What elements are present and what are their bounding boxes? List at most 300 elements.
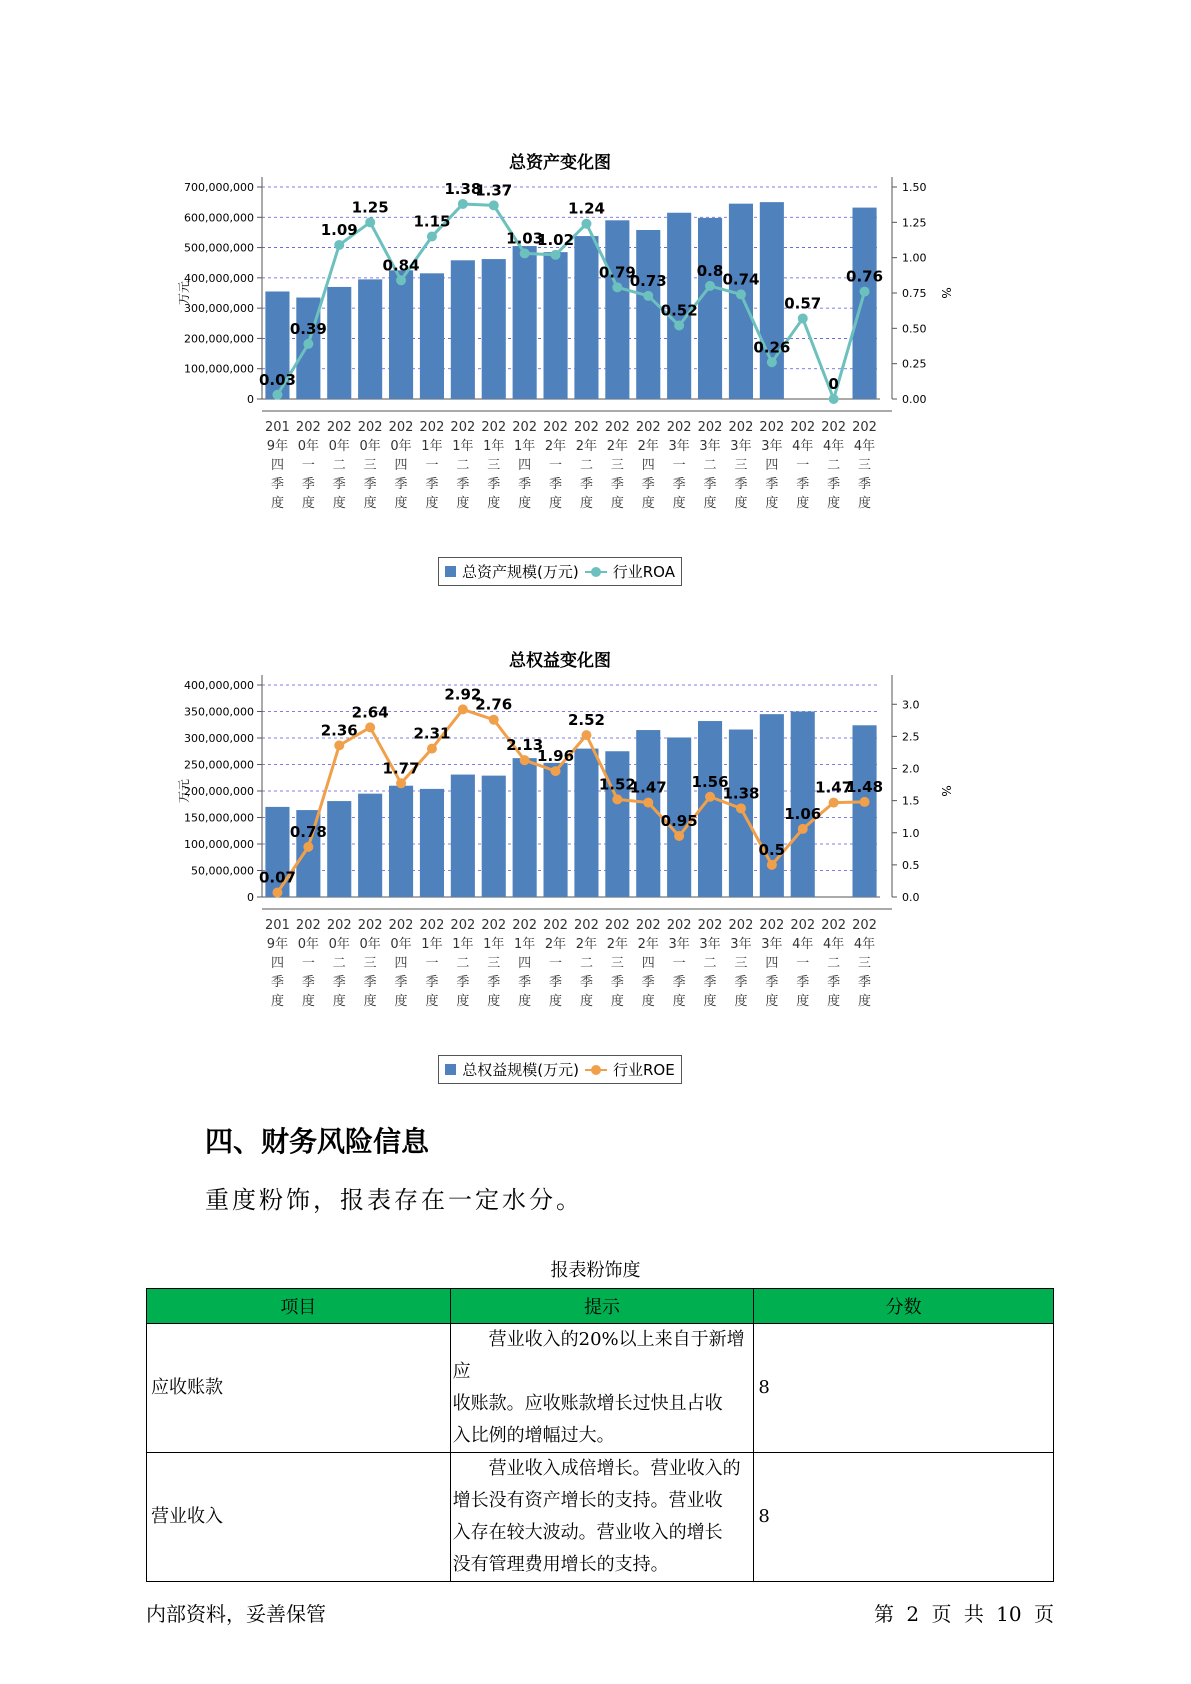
x-tick-label: 度 [518,496,532,511]
x-tick-label: 9年 [266,937,289,952]
x-tick-label: 季 [858,975,872,990]
x-tick-label: 度 [332,994,346,1009]
x-tick-label: 二 [456,458,470,473]
x-tick-label: 一 [549,458,563,473]
y-tick-label: 200,000,000 [184,332,254,346]
x-tick-label: 三 [858,956,872,971]
row-hint [450,1453,754,1582]
hint-line: 入存在较大波动。营业收入的增长 [452,1522,723,1543]
x-tick-label: 度 [641,994,655,1009]
x-tick-label: 度 [549,994,563,1009]
bar [513,758,537,897]
data-label: 0.84 [382,256,420,275]
x-tick-label: 四 [394,956,408,971]
bar [389,786,413,897]
x-tick-label: 度 [301,994,315,1009]
data-label: 1.52 [598,775,636,794]
data-label: 2.52 [567,711,605,730]
y2-axis-label: % [939,785,953,797]
x-tick-label: 3年 [730,937,752,952]
x-tick-label: 季 [579,477,593,492]
chart-legend [438,1055,681,1084]
header-hint: 提示 [450,1289,754,1324]
line-point [272,390,282,400]
x-tick-label: 2年 [637,937,659,952]
x-tick-label: 季 [456,975,470,990]
x-tick-label: 一 [301,956,315,971]
x-tick-label: 四 [641,956,655,971]
x-tick-label: 度 [858,994,872,1009]
x-tick-label: 度 [301,496,315,511]
data-label: 1.09 [320,220,358,239]
chart-title: 总资产变化图 [509,153,611,173]
y-tick-label: 100,000,000 [184,838,254,851]
data-label: 2.13 [506,736,544,755]
x-tick-label: 3年 [761,439,783,454]
line-point [581,730,591,740]
x-tick-label: 202 [697,918,723,933]
line-point [458,704,468,714]
bar [605,751,629,897]
table-header-row [147,1289,1054,1324]
x-tick-label: 季 [765,975,779,990]
line-point [643,798,653,808]
x-tick-label: 度 [579,994,593,1009]
x-tick-label: 季 [487,975,501,990]
data-label: 1.24 [567,199,605,218]
y2-tick-label: 1.25 [902,216,927,230]
x-tick-label: 0年 [359,439,381,454]
data-label: 1.47 [815,778,853,797]
x-tick-label: 9年 [266,439,289,454]
line-point [303,339,313,349]
bar [482,259,506,399]
x-tick-label: 3年 [761,937,783,952]
x-tick-label: 度 [425,994,439,1009]
hint-line: 没有管理费用增长的支持。 [452,1554,669,1575]
table-row [147,1453,1054,1582]
x-tick-label: 3年 [730,439,752,454]
x-tick-label: 度 [425,496,439,511]
x-tick-label: 202 [821,420,847,435]
line-point [272,888,282,898]
line-point [767,357,777,367]
x-tick-label: 度 [827,496,841,511]
line-point [365,722,375,732]
line-point [365,217,375,227]
x-tick-label: 度 [487,994,501,1009]
x-tick-label: 季 [332,975,346,990]
x-tick-label: 季 [703,477,717,492]
data-label: 2.31 [413,724,451,743]
x-tick-label: 度 [703,994,717,1009]
hint-line: 收账款。应收账款增长过快且占收 [452,1393,723,1414]
x-tick-label: 202 [574,420,599,435]
x-tick-label: 0年 [297,937,319,952]
y-tick-label: 300,000,000 [184,302,254,316]
line-point [551,250,561,260]
x-tick-label: 202 [450,420,476,435]
x-tick-label: 季 [672,975,686,990]
x-tick-label: 度 [270,994,284,1009]
x-tick-label: 202 [666,918,692,933]
line-point [798,824,808,834]
x-tick-label: 季 [518,477,532,492]
data-label: 1.38 [722,784,760,803]
row-item: 营业收入 [147,1453,451,1582]
data-label: 0.52 [660,301,698,320]
x-tick-label: 0年 [328,439,350,454]
table-caption: 报表粉饰度 [550,1260,641,1281]
x-tick-label: 度 [641,496,655,511]
legend-line-label: 行业ROA [612,563,675,581]
x-tick-label: 1年 [421,937,443,952]
x-tick-label: 2年 [575,937,598,952]
x-tick-label: 三 [858,458,872,473]
bar [358,794,382,897]
x-tick-label: 202 [512,918,538,933]
x-tick-label: 三 [363,956,377,971]
bar [327,287,351,399]
data-label: 0.8 [696,261,724,280]
x-tick-label: 季 [549,477,563,492]
line-point [829,798,839,808]
x-tick-label: 0年 [297,439,319,454]
x-tick-label: 202 [388,918,414,933]
x-tick-label: 一 [301,458,315,473]
y-tick-label: 0 [247,891,254,904]
data-label: 0.07 [258,868,296,887]
x-tick-label: 202 [388,420,414,435]
x-tick-label: 一 [796,956,810,971]
x-tick-label: 度 [765,994,779,1009]
data-label: 1.06 [784,804,822,823]
y-tick-label: 100,000,000 [184,362,254,376]
x-tick-label: 度 [796,994,810,1009]
data-label: 0.5 [758,840,786,859]
x-tick-label: 4年 [792,439,814,454]
x-tick-label: 四 [270,956,284,971]
data-label: 1.03 [506,229,544,248]
y-tick-label: 600,000,000 [184,211,254,225]
x-tick-label: 202 [604,420,630,435]
line-point [520,248,530,258]
x-tick-label: 季 [734,477,748,492]
y-tick-label: 250,000,000 [184,758,254,772]
line-point [520,755,530,765]
y-tick-label: 150,000,000 [184,811,254,825]
line-point [303,842,313,852]
x-tick-label: 202 [852,420,877,435]
risk-summary: 重度粉饰，报表存在一定水分。 [205,1186,583,1214]
x-tick-label: 三 [610,956,624,971]
x-tick-label: 三 [610,458,624,473]
x-tick-label: 202 [759,420,785,435]
line-point [427,231,437,241]
risk-table [146,1288,1054,1582]
x-tick-label: 二 [332,956,346,971]
line-point [860,287,870,297]
x-tick-label: 202 [574,918,599,933]
data-label: 2.36 [320,721,358,740]
line-point [581,219,591,229]
data-label: 0.03 [258,370,296,389]
x-tick-label: 度 [734,496,748,511]
bar [852,725,876,897]
section-heading: 四、财务风险信息 [205,1125,430,1158]
x-tick-label: 季 [858,477,872,492]
x-tick-label: 202 [666,420,692,435]
x-tick-label: 四 [765,458,779,473]
y2-axis-label: % [939,287,953,299]
line-point [705,281,715,291]
line-point [860,797,870,807]
y-axis-label: 万元 [177,280,191,306]
line-point [396,275,406,285]
y2-tick-label: 2.5 [902,730,920,744]
hint-line: 营业收入的20%以上来自于新增应 [452,1329,745,1382]
data-label: 0.76 [846,267,884,286]
total-equity-chart-svg [160,671,960,1051]
x-tick-label: 季 [672,477,686,492]
y-tick-label: 200,000,000 [184,785,254,798]
x-tick-label: 2年 [575,439,598,454]
x-tick-label: 一 [796,458,810,473]
x-tick-label: 二 [827,956,841,971]
x-tick-label: 202 [790,918,816,933]
line-point [767,860,777,870]
row-score: 8 [754,1324,1054,1453]
data-label: 1.48 [846,777,884,796]
x-tick-label: 度 [518,994,532,1009]
x-tick-label: 季 [425,975,439,990]
row-item: 应收账款 [147,1324,451,1453]
x-tick-label: 0年 [359,937,381,952]
data-label: 0.73 [629,271,667,290]
x-tick-label: 2年 [544,937,567,952]
x-tick-label: 度 [765,496,779,511]
total-equity-chart [160,646,960,1084]
x-tick-label: 四 [518,458,532,473]
x-tick-label: 度 [672,496,686,511]
x-tick-label: 季 [610,477,624,492]
x-tick-label: 202 [759,918,785,933]
x-tick-label: 季 [579,975,593,990]
y-tick-label: 0 [247,393,254,406]
x-tick-label: 三 [363,458,377,473]
x-tick-label: 1年 [452,439,474,454]
line-point [396,778,406,788]
bar-swatch-icon [445,1064,456,1075]
x-tick-label: 0年 [390,439,412,454]
y-tick-label: 400,000,000 [184,679,254,692]
legend-line-label: 行业ROE [613,1061,675,1079]
x-tick-label: 季 [765,477,779,492]
x-tick-label: 202 [419,420,445,435]
bar [543,763,567,897]
x-tick-label: 季 [641,477,655,492]
x-tick-label: 3年 [668,937,690,952]
data-label: 0.39 [289,319,327,338]
data-label: 0.57 [784,294,822,313]
x-tick-label: 202 [728,918,754,933]
data-label: 1.15 [413,212,451,231]
data-label: 0.74 [722,270,760,289]
line-point [612,794,622,804]
y2-tick-label: 1.0 [902,826,920,840]
table-row [147,1324,1054,1453]
x-tick-label: 季 [827,477,841,492]
x-tick-label: 0年 [390,937,412,952]
line-point [736,289,746,299]
x-tick-label: 3年 [699,439,721,454]
x-tick-label: 3年 [699,937,721,952]
total-assets-chart-svg [160,173,960,553]
x-tick-label: 度 [549,496,563,511]
x-tick-label: 度 [610,496,624,511]
line-point [489,200,499,210]
x-tick-label: 0年 [328,937,350,952]
x-tick-label: 季 [518,975,532,990]
line-point [334,740,344,750]
x-tick-label: 202 [419,918,445,933]
x-tick-label: 一 [549,956,563,971]
data-label: 2.76 [475,695,513,714]
data-label: 1.25 [351,198,389,217]
bar [389,270,413,399]
x-tick-label: 202 [512,420,538,435]
data-label: 0.95 [660,811,698,830]
x-tick-label: 2年 [606,937,628,952]
y2-tick-label: 2.0 [902,762,920,776]
bar [482,776,506,897]
legend-bar-label: 总资产规模(万元) [462,563,579,581]
x-tick-label: 202 [790,420,816,435]
x-tick-label: 季 [487,477,501,492]
data-label: 1.38 [444,179,482,198]
x-tick-label: 三 [734,956,748,971]
line-point [427,744,437,754]
line-point [551,766,561,776]
header-item: 项目 [147,1289,451,1324]
x-tick-label: 季 [363,477,377,492]
x-tick-label: 季 [301,975,315,990]
x-tick-label: 度 [270,496,284,511]
x-tick-label: 三 [487,458,501,473]
data-label: 1.77 [382,759,420,778]
x-tick-label: 202 [852,918,877,933]
line-point [674,321,684,331]
y2-tick-label: 3.0 [902,698,920,712]
bar [543,252,567,399]
x-tick-label: 度 [610,994,624,1009]
x-tick-label: 季 [394,477,408,492]
x-tick-label: 二 [579,956,593,971]
x-tick-label: 2年 [637,439,659,454]
x-tick-label: 二 [579,458,593,473]
y2-tick-label: 0.25 [902,357,927,371]
x-tick-label: 1年 [514,439,536,454]
bar [420,273,444,399]
line-point [489,715,499,725]
y2-tick-label: 0.00 [902,393,927,406]
x-tick-label: 四 [765,956,779,971]
data-label: 2.92 [444,685,482,704]
line-point [798,313,808,323]
x-tick-label: 3年 [668,439,690,454]
x-tick-label: 4年 [823,439,845,454]
x-tick-label: 季 [796,975,810,990]
hint-line: 营业收入成倍增长。营业收入的 [488,1458,741,1479]
x-tick-label: 度 [363,994,377,1009]
bar-swatch-icon [445,566,456,577]
line-point [458,199,468,209]
data-label: 0 [828,375,839,393]
x-tick-label: 二 [703,956,717,971]
legend-bar-label: 总权益规模(万元) [462,1061,579,1079]
header-score: 分数 [754,1289,1054,1324]
x-tick-label: 202 [635,420,661,435]
y-tick-label: 400,000,000 [184,271,254,285]
footer-note: 内部资料，妥善保管 [146,1602,326,1626]
y2-tick-label: 0.50 [902,322,927,336]
y-tick-label: 500,000,000 [184,241,254,255]
x-tick-label: 季 [425,477,439,492]
x-tick-label: 度 [827,994,841,1009]
x-tick-label: 度 [332,496,346,511]
x-tick-label: 度 [487,496,501,511]
chart-title: 总权益变化图 [509,651,611,671]
line-point [705,792,715,802]
line-point [736,803,746,813]
y-tick-label: 300,000,000 [184,732,254,745]
x-tick-label: 202 [543,918,568,933]
x-tick-label: 季 [270,477,284,492]
x-tick-label: 四 [270,458,284,473]
data-label: 1.47 [629,778,667,797]
data-label: 2.64 [351,703,389,722]
x-tick-label: 四 [394,458,408,473]
x-tick-label: 季 [456,477,470,492]
x-tick-label: 二 [703,458,717,473]
x-tick-label: 二 [332,458,346,473]
x-tick-label: 2年 [606,439,628,454]
x-tick-label: 三 [734,458,748,473]
data-label: 0.26 [753,338,791,357]
line-point [643,291,653,301]
line-point [674,831,684,841]
bar [852,208,876,399]
data-label: 0.78 [289,822,327,841]
x-tick-label: 季 [703,975,717,990]
data-label: 1.37 [475,181,513,200]
x-tick-label: 202 [728,420,754,435]
x-tick-label: 202 [295,918,321,933]
x-tick-label: 一 [672,956,686,971]
x-tick-label: 1年 [483,937,505,952]
y-tick-label: 50,000,000 [191,864,254,878]
x-tick-label: 202 [821,918,847,933]
x-tick-label: 4年 [853,937,876,952]
x-tick-label: 季 [641,975,655,990]
line-swatch-icon [585,567,607,577]
bar [605,220,629,399]
x-tick-label: 4年 [823,937,845,952]
x-tick-label: 1年 [514,937,536,952]
x-tick-label: 202 [326,420,352,435]
line-point [612,282,622,292]
y2-tick-label: 0.5 [902,858,920,872]
